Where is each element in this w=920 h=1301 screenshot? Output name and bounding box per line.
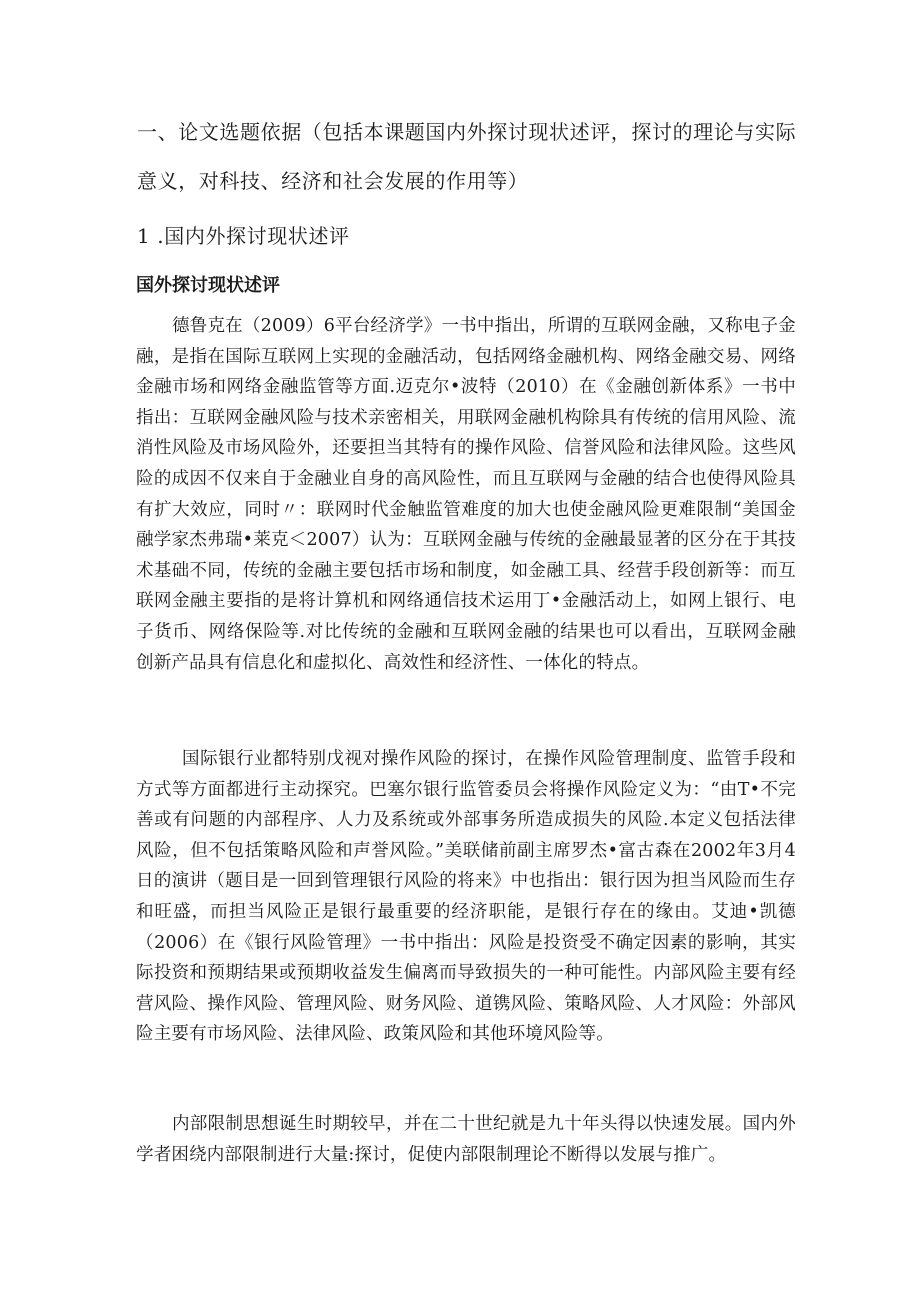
paragraph: 德鲁克在（2009）6平台经济学》一书中指出，所谓的互联网金融，又称电子金融，是指在国际互联网上实现的金融活动，包括网络金融机构、网络金融交易、网络金融市场和网络金融监管等方面.迈克尔•波特（2010）在《金融创新体系》一书中指出：互联网金融风险与技术亲密相关，用联网金融机构除具有传统的信用风险、流消性风险及市场风险外，还要担当其特有的操作风险、信誉风险和法律风险。这些风险的成因不仅来自于金融业自身的高风险性，而且互联网与金融的结合也使得风险具有扩大效应，同时〃：联网时代金触监管难度的加大也使金融风险更难限制“美国金融学家杰弗瑞•莱克＜2007）认为：互联网金融与传统的金融最显著的区分在于其技术基础不同，传统的金融主要包括市场和制度，如金融工具、经营手段创新等：而互联网金融主要指的是将计算机和网络通信技术运用丁•金融活动上，如网上银行、电子货币、网络保险等.对比传统的金融和互联网金融的结果也可以看出，互联网金融创新产品具有信息化和虚拟化、高效性和经济性、一体化的特点。 (136, 316, 796, 673)
paragraph: 内部限制思想诞生时期较早，并在二十世纪就是九十年头得以快速发展。国内外学者困绕内部限制进行大量:探讨，促使内部限制理论不断得以发展与推广。 (136, 1114, 796, 1165)
paragraph: 国际银行业都特别戊视对操作风险的探讨，在操作风险管理制度、监管手段和方式等方面都进行主动探究。巴塞尔银行监管委员会将操作风险定义为：“由T•不完善或有问题的内部程序、人力及系统或外部事务所造成损失的风险.本定义包括法律风险，但不包括策略风险和声誉风险。”美联储前副主席罗杰•富古森在2002年3月4日的演讲（题目是一回到管理银行风险的将来》中也指出：银行因为担当风险而生存和旺盛，而担当风险正是银行最重要的经济职能，是银行存在的缘由。艾迪•凯德（2006）在《银行风险管理》一书中指出：风险是投资受不确定因素的影响，其实际投资和预期结果或预期收益发生偏离而导致损失的一种可能性。内部风险主要有经营风险、操作风险、管理风险、财务风险、道镌风险、策略风险、人才风险：外部风险主要有市场风险、法律风险、政策风险和其他环境风险等。 (136, 749, 796, 1045)
subheading: 1 .国内外探讨现状述评 (137, 224, 350, 248)
section-title: 国外探讨现状述评 (136, 275, 280, 296)
main-heading: 一、论文选题依据（包括本课题国内外探讨现状述评，探讨的理论与实际意义，对科技、经济和社会发展的作用等） (137, 120, 797, 193)
